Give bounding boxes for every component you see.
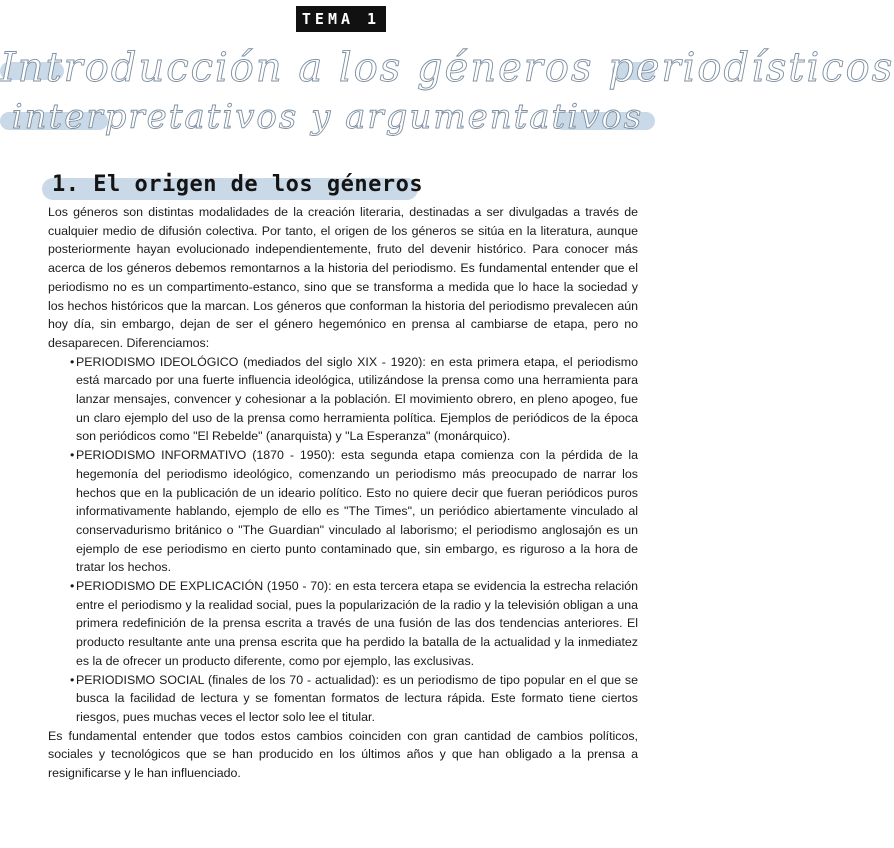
- list-item-text: PERIODISMO INFORMATIVO (1870 - 1950): esta segunda etapa comienza con la pérdida de la hegemonía del periodismo ideológico, comenzando un periodismo más preocupado de narrar los hechos que en la publicación de un ideario político. Esto no quiere decir que fueran periódicos puros informativamente hablando, ejemplo de ello es "The Times", un periódico abiertamente vinculado al conservadurismo británico o "The Guardian" vinculado al laborismo; el periodismo anglosajón es un ejemplo de ese periodismo en cierto punto contaminado que, sin embargo, es riguroso a la hora de tratar los hechos.: [76, 448, 638, 575]
- list-item: [70, 671, 638, 727]
- intro-paragraph: Los géneros son distintas modalidades de la creación literaria, destinadas a ser divulgadas a través de cualquier medio de difusión colectiva. Por tanto, el origen de los géneros se sitúa en la literatura, aunque posteriormente hayan evolucionado independientemente, fruto del devenir histórico. Para conocer más acerca de los géneros debemos remontarnos a la historia del periodismo. Es fundamental entender que el periodismo no es un compartimento-estanco, sino que se transforma a medida que lo hace la sociedad y los hechos históricos que la marcan. Los géneros que conforman la historia del periodismo prevalecen aún hoy día, sin embargo, dejan de ser el género hegemónico en prensa al cambiarse de etapa, pero no desaparecen. Diferenciamos:: [48, 205, 638, 350]
- page-title-line-1: Introducción a los géneros periodísticos: [0, 45, 894, 91]
- list-item-text: PERIODISMO IDEOLÓGICO (mediados del siglo XIX - 1920): en esta primera etapa, el periodismo está marcado por una fuerte influencia ideológica, utilizándose la prensa como una herramienta para lanzar mensajes, convencer y cohesionar a la población. El movimiento obrero, en pleno apogeo, fue un claro ejemplo del uso de la prensa como herramienta política. Ejemplos de periódicos de la época son periódicos como "El Rebelde" (anarquista) y "La Esperanza" (monárquico).: [76, 354, 638, 444]
- bullet-dot-icon: •: [70, 354, 75, 369]
- tema-badge: [296, 6, 386, 32]
- list-item-text: PERIODISMO DE EXPLICACIÓN (1950 - 70): en esta tercera etapa se evidencia la estrecha relación entre el periodismo y la realidad social, pues la popularización de la radio y la televisión obligan a una primera redefinición de la prensa escrita a través de una fusión de las dos tendencias anteriores. El producto resultante ante una prensa escrita que ha perdido la batalla de la actualidad y la inmediatez es la de ofrecer un producto diferente, como por ejemplo, las exclusivas.: [76, 579, 638, 668]
- bullet-dot-icon: •: [70, 448, 75, 463]
- section-heading: 1. El origen de los géneros: [52, 172, 424, 197]
- bullet-dot-icon: •: [70, 672, 75, 687]
- section-body: [48, 203, 638, 783]
- closing-paragraph: Es fundamental entender que todos estos cambios coinciden con gran cantidad de cambios políticos, sociales y tecnológicos que se han producido en los últimos años y que han obligado a la prensa a resignificarse y le han influenciado.: [48, 728, 638, 781]
- bullet-dot-icon: •: [70, 579, 75, 594]
- list-item: [70, 577, 638, 671]
- page-title-line-2: interpretativos y argumentativos: [11, 97, 644, 137]
- periods-list: [48, 353, 638, 727]
- list-item: [70, 353, 638, 447]
- list-item: [70, 446, 638, 577]
- list-item-text: PERIODISMO SOCIAL (finales de los 70 - actualidad): es un periodismo de tipo popular en el que se busca la facilidad de lectura y se fomentan formatos de lectura rápida. Este formato tiene ciertos riesgos, pues muchas veces el lector solo lee el titular.: [76, 672, 638, 724]
- tema-badge-label: TEMA 1: [301, 10, 381, 28]
